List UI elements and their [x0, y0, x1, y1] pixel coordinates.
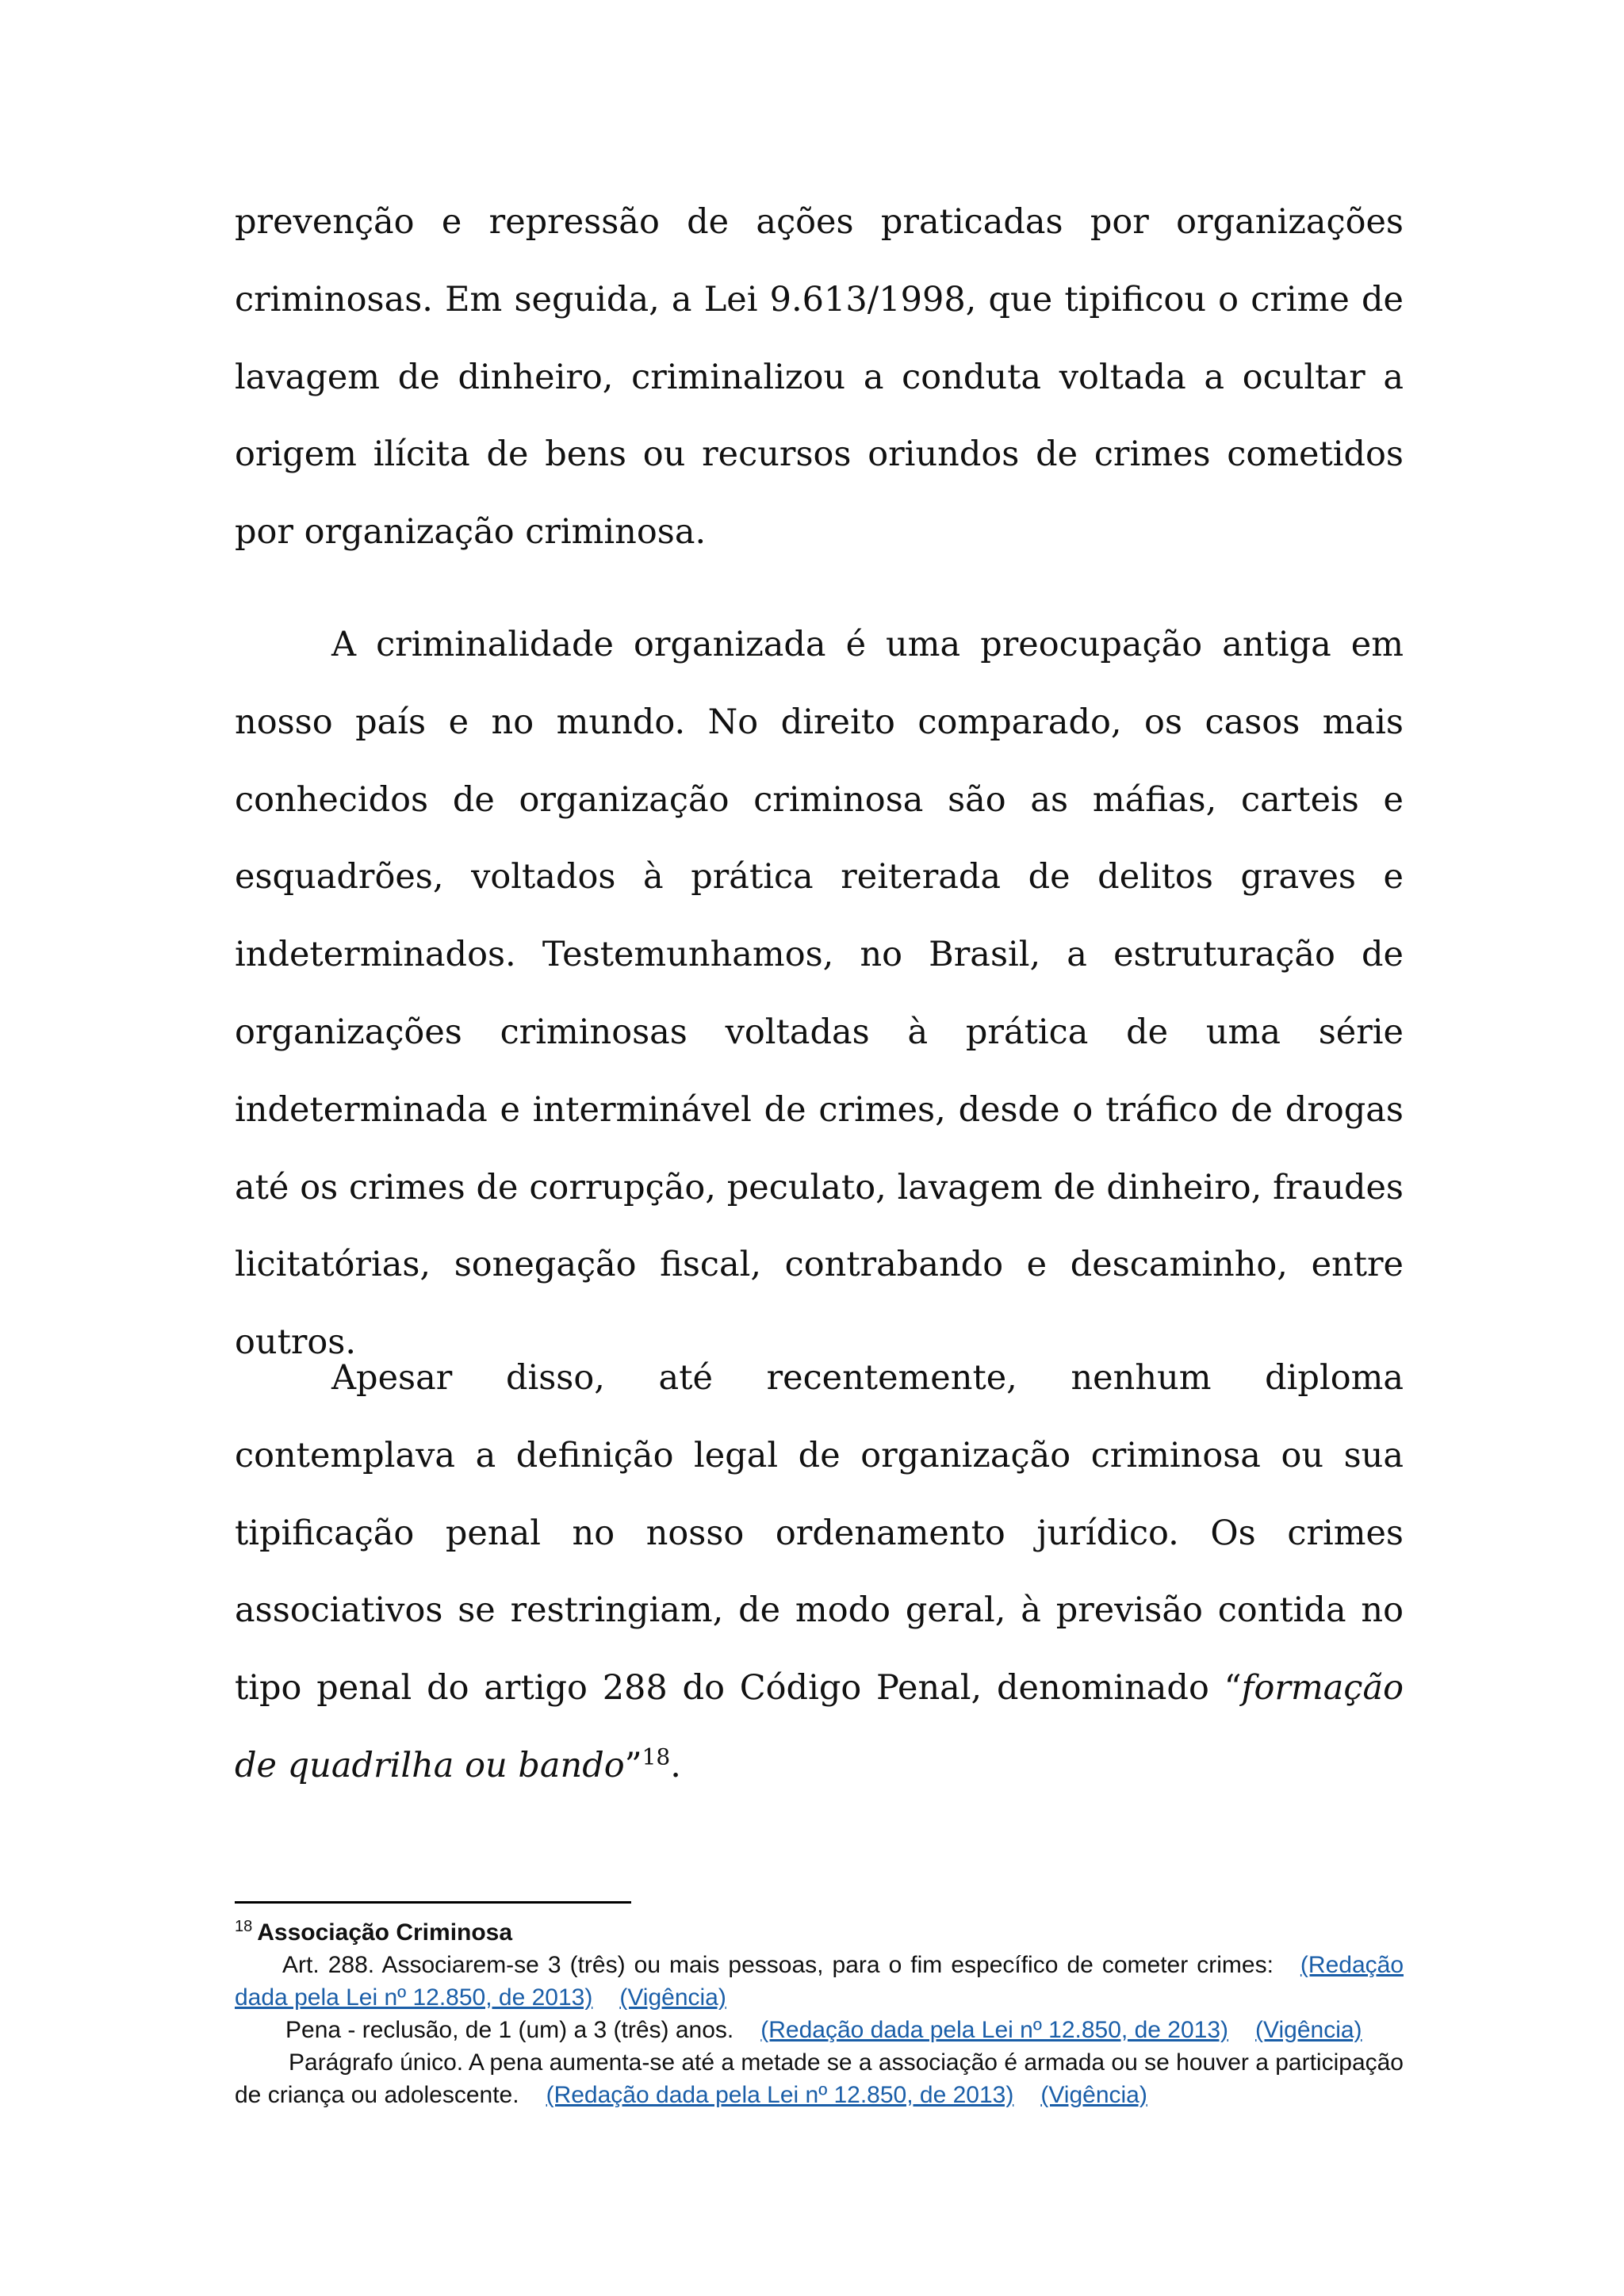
paragraph-2: A criminalidade organizada é uma preocupação antiga em nosso país e no mundo. No direito comparado, os casos mais conhecidos de organização criminosa são as máfias, carteis e esquadrões, voltados à prática reiterada de delitos graves e indeterminados. Testemunhamos, no Brasil, a estruturação de organizações criminosas voltadas à prática de uma série indeterminada e interminável de crimes, desde o tráfico de drogas até os crimes de corrupção, peculato, lavagem de dinheiro, fraudes licitatórias, sonegação fiscal, contrabando e descaminho, entre outros.	[235, 625, 1404, 1363]
paragraph-3-text: Apesar disso, até recentemente, nenhum diploma contemplava a definição legal de organização criminosa ou sua tipificação penal no nosso ordenamento jurídico. Os crimes associativos se restringiam, de modo geral, à previsão contida no tipo penal do artigo 288 do Código Penal, denominado “	[235, 1358, 1404, 1709]
vigencia-link[interactable]: (Vigência)	[1255, 2017, 1362, 2043]
vigencia-link[interactable]: (Vigência)	[619, 1984, 726, 2011]
footnote-18	[235, 1916, 1404, 2111]
footnote-title: Associação Criminosa	[257, 1919, 513, 1946]
paragraph-1: prevenção e repressão de ações praticadas por organizações criminosas. Em seguida, a Lei 9.613/1998, que tipificou o crime de lavagem de dinheiro, criminalizou a conduta voltada a ocultar a origem ilícita de bens ou recursos oriundos de crimes cometidos por organização criminosa.	[235, 202, 1404, 553]
paragraph-3	[235, 1340, 1404, 1805]
redacao-link[interactable]: (Redação dada pela Lei nº 12.850, de 2013)	[760, 2017, 1229, 2043]
paragraph-3-period: .	[670, 1745, 681, 1785]
footnote-reference[interactable]: 18	[642, 1743, 671, 1770]
footnote-number: 18	[235, 1918, 253, 1935]
quoted-term: formação de quadrilha ou bando	[235, 1668, 1404, 1785]
pena-text: Pena - reclusão, de 1 (um) a 3 (três) anos.	[285, 2017, 734, 2043]
footnote-pena	[235, 2014, 1404, 2046]
redacao-link[interactable]: (Redação dada pela Lei nº 12.850, de 2013)	[235, 1952, 1404, 2011]
footnote-separator	[235, 1901, 631, 1904]
footnote-paragrafo-unico	[235, 2046, 1404, 2111]
closing-quote: ”	[624, 1745, 642, 1785]
paragrafo-text: Parágrafo único. A pena aumenta-se até a metade se a associação é armada ou se houver a participação de criança ou adolescente.	[235, 2049, 1404, 2108]
redacao-link[interactable]: (Redação dada pela Lei nº 12.850, de 2013)	[546, 2082, 1014, 2108]
footnote-heading	[235, 1916, 1404, 1949]
art-text: Art. 288. Associarem-se 3 (três) ou mais pessoas, para o fim específico de cometer crimes:	[282, 1952, 1274, 1978]
vigencia-link[interactable]: (Vigência)	[1040, 2082, 1147, 2108]
footnote-art-288	[235, 1949, 1404, 2014]
